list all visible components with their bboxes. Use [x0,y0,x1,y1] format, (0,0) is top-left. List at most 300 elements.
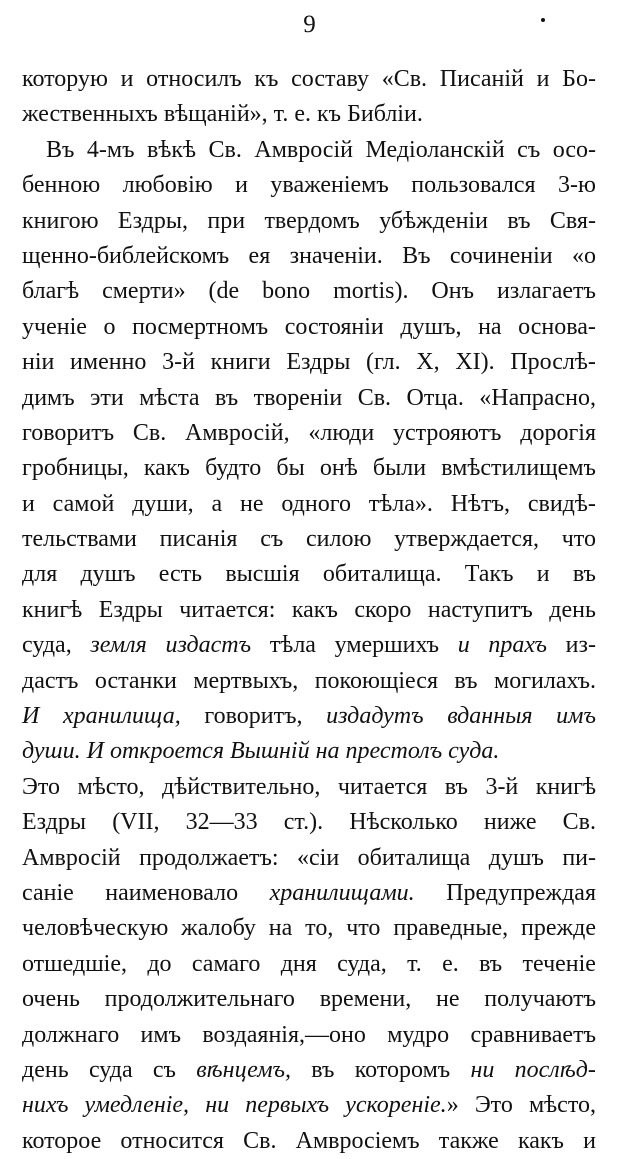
text-word [445,770,468,805]
text-line [22,168,596,203]
text-fragment: и [536,66,550,92]
text-line [22,1124,596,1159]
text-word [22,982,80,1017]
text-word [436,982,460,1017]
text-line [22,274,596,309]
text-fragment: пи- [562,844,596,871]
text-word [159,557,202,592]
text-word [317,97,341,132]
text-word [269,911,293,946]
text-word [286,345,350,380]
text-fragment: которую [22,66,108,92]
text-fragment: книгѣ [22,596,83,623]
text-fragment: дастъ [22,667,79,694]
text-word [112,805,159,840]
italic-fragment: ни [470,1056,495,1083]
text-word [281,947,317,982]
print-speck [541,18,545,22]
text-fragment: ниже [483,809,537,836]
text-word [379,204,488,239]
text-fragment: Св. [243,1127,277,1154]
text-fragment: и [536,561,550,588]
text-fragment: скоро [354,596,412,623]
text-word [479,947,502,982]
text-fragment: е. [442,950,459,977]
text-word [521,911,596,946]
text-word [562,522,596,557]
text-word [132,310,268,345]
text-word [458,628,470,663]
text-fragment: какъ [291,596,338,623]
text-fragment: читается: [179,596,276,623]
text-word [245,1088,329,1123]
text-word [146,62,242,97]
italic-fragment: ни [205,1092,230,1119]
text-fragment: и [120,66,134,92]
text-fragment: книгѣ [535,773,596,800]
text-fragment: силою [305,526,372,553]
text-fragment: вѣщаній», [163,101,268,128]
text-word [260,522,283,557]
text-fragment: состояніи [284,313,384,340]
italic-fragment: имъ [556,703,596,730]
text-word [446,876,596,911]
text-word [186,805,258,840]
text-fragment: пользовался [411,172,536,199]
text-fragment: Писаній [439,66,524,92]
text-fragment: эти [90,384,124,411]
text-word [479,381,596,416]
text-fragment: 3-ю [558,172,596,199]
text-word [411,168,535,203]
italic-fragment: престолъ [345,738,443,765]
text-word [296,1124,420,1159]
text-word [270,168,388,203]
text-word [63,699,181,734]
text-fragment: времени, [319,986,412,1013]
text-fragment: ея [248,242,271,269]
text-line [22,1053,596,1088]
text-word [366,345,401,380]
text-word [22,911,168,946]
text-word [447,699,532,734]
text-fragment: души, [132,490,194,517]
text-fragment: вмѣстилищемъ [441,455,596,482]
text-fragment: съ [152,1056,176,1083]
text-fragment: Амвросій [254,136,353,163]
text-fragment: именно [70,349,147,376]
text-fragment: не [240,490,264,517]
text-fragment: Ездры [98,596,163,623]
text-word [556,699,596,734]
text-word [105,876,238,911]
text-word [484,805,537,840]
text-word [90,628,146,663]
text-fragment: 32—33 [185,809,258,836]
italic-fragment: откроется [109,738,224,765]
text-fragment: обиталища [357,844,471,871]
text-fragment: уваженіемъ [270,172,389,199]
text-fragment: димъ [22,384,75,411]
text-line [22,805,596,840]
text-word [147,947,171,982]
text-fragment: и [583,1127,596,1154]
text-word [431,274,474,309]
text-word [209,274,240,309]
italic-fragment: хранилищами. [269,879,415,906]
text-fragment: имъ [140,1021,181,1048]
text-fragment: е. [294,101,312,128]
text-word [523,947,596,982]
text-word [22,62,108,97]
text-fragment: Ездры [286,349,351,376]
text-word [78,770,145,805]
text-word [537,62,550,97]
text-word [510,345,596,380]
text-line [22,62,596,97]
text-word [144,451,190,486]
text-word [22,876,74,911]
text-word [22,97,158,132]
text-word [22,734,81,769]
text-fragment: праведные, [393,915,509,942]
text-word [70,345,146,380]
italic-fragment: вѣнцемъ, [196,1056,292,1083]
text-fragment: твореніи [253,384,343,411]
text-fragment: какъ [517,1127,564,1154]
text-fragment: душъ, [400,313,462,340]
page-number: 9 [303,11,316,38]
text-word [105,982,295,1017]
text-line [22,1018,596,1053]
text-fragment: одного [281,490,351,517]
text-fragment: онѣ [319,455,358,482]
text-word [291,62,369,97]
text-fragment: человѣческую [22,915,169,942]
text-line [22,381,596,416]
text-fragment: основа- [518,313,596,340]
text-word [212,487,223,522]
text-word [518,1124,564,1159]
text-fragment: (VII, [112,809,160,836]
text-word [185,416,290,451]
text-word [22,664,78,699]
text-fragment: Амвросіемъ [295,1127,420,1154]
text-fragment: тельствами [22,526,137,553]
text-fragment: Такъ [464,561,514,588]
text-word [563,805,596,840]
text-word [193,664,298,699]
text-word [440,62,524,97]
text-fragment: вѣкѣ [146,136,197,163]
text-fragment: 3-й [162,349,195,376]
text-word [132,487,194,522]
text-fragment: которое [22,1127,102,1154]
text-word [358,381,391,416]
text-word [22,416,114,451]
text-word [537,557,550,592]
text-line [22,982,596,1017]
text-word [281,487,351,522]
text-word [305,911,333,946]
text-word [572,239,596,274]
italic-fragment: хранилища, [62,703,181,730]
text-fragment: книги [210,349,271,376]
text-fragment: Библіи. [347,101,423,128]
text-word [347,97,423,132]
text-word [454,664,477,699]
text-word [90,381,124,416]
text-word [450,239,553,274]
text-word [22,770,60,805]
italic-fragment: земля [90,632,147,659]
text-word [110,734,224,769]
text-word [274,97,289,132]
text-word [308,416,374,451]
text-fragment: «о [572,242,596,269]
text-fragment: любовію [122,172,213,199]
text-word [99,593,163,628]
text-word [365,133,504,168]
text-word [240,487,264,522]
text-line [22,487,596,522]
text-fragment: Въ [46,136,75,163]
text-word [22,345,54,380]
text-fragment: продолжаетъ: [139,844,279,871]
text-line [22,734,596,769]
text-word [160,522,238,557]
italic-fragment: издастъ [165,632,252,659]
text-word [22,274,79,309]
text-word [196,1053,291,1088]
text-fragment: писанія [159,526,238,553]
text-fragment: «Напрасно, [479,384,596,411]
text-fragment: говоритъ [22,419,115,446]
italic-fragment: суда. [448,738,500,765]
text-fragment: щенно-библейскомъ [22,242,230,269]
text-word [22,805,86,840]
text-word [22,593,82,628]
text-line [22,310,596,345]
text-word [562,841,596,876]
text-line [22,522,596,557]
text-word [346,734,443,769]
text-line [22,947,596,982]
text-word [550,204,596,239]
text-word [53,487,115,522]
text-fragment: суда, [337,950,387,977]
text-word [573,557,596,592]
italic-fragment: умедленіе, [84,1092,190,1119]
text-fragment: обиталища. [322,561,442,588]
text-word [349,805,458,840]
text-fragment: составу [291,66,370,92]
text-fragment: сравниваетъ [470,1021,596,1048]
text-word [335,628,439,663]
text-word [192,947,261,982]
text-fragment: Ездры, [117,207,188,234]
text-word [470,1018,596,1053]
text-word [549,593,596,628]
text-fragment: говоритъ, [204,703,303,730]
text-word [448,734,499,769]
text-fragment: въ [479,950,503,977]
italic-fragment: Вышній [229,738,310,765]
text-fragment: дѣйствительно, [162,773,321,800]
text-fragment: X, [416,349,440,376]
text-fragment: тѣла [269,632,316,659]
text-word [165,628,251,663]
text-fragment: въ [311,1056,335,1083]
text-fragment: саніе [22,879,74,906]
text-word [470,1053,494,1088]
text-fragment: XI). [455,349,495,376]
text-fragment: Медіоланскій [365,136,505,163]
text-fragment: что [346,915,381,942]
text-word [235,168,248,203]
text-word [494,664,596,699]
text-word [393,416,502,451]
text-word [558,168,596,203]
text-fragment: смерти» [102,278,186,305]
text-fragment: «люди [308,419,375,446]
text-word [181,911,256,946]
text-fragment: т. [273,101,289,128]
text-fragment: гробницы, [22,455,129,482]
text-word [254,133,353,168]
text-word [87,734,104,769]
text-word [202,1018,366,1053]
text-line [22,664,596,699]
text-fragment: въ [214,384,239,411]
text-word [536,770,596,805]
text-word [355,1053,450,1088]
text-fragment: какъ [143,455,190,482]
text-line [22,593,596,628]
text-word [387,1018,449,1053]
text-word [373,451,426,486]
text-fragment: (de [208,278,240,305]
text-word [290,239,383,274]
text-word [22,168,100,203]
text-fragment: Ездры [22,809,87,836]
text-line [22,239,596,274]
text-fragment: Это [22,773,61,800]
text-fragment: ст.). [283,809,324,836]
text-fragment: читается [337,773,428,800]
text-word [262,274,310,309]
text-fragment: которомъ [354,1056,451,1083]
text-word [484,982,596,1017]
text-word [562,62,596,97]
text-word [354,593,411,628]
italic-fragment: послѣд- [514,1056,596,1083]
text-line [22,133,596,168]
text-line [22,416,596,451]
text-word [22,841,121,876]
text-fragment: что [561,526,596,553]
text-word [215,381,238,416]
text-fragment: Св. [357,384,392,411]
text-word [439,1124,499,1159]
text-fragment: утверждается, [394,526,539,553]
italic-fragment: вданныя [447,703,533,730]
text-word [394,522,539,557]
italic-fragment: прахъ [488,632,547,659]
text-fragment: получаютъ [484,986,596,1013]
text-word [243,1124,276,1159]
text-word [284,805,323,840]
text-fragment: свидѣ- [527,490,596,517]
text-word [230,734,310,769]
text-word [320,982,412,1017]
text-fragment: из- [565,632,596,659]
text-fragment: съ [517,136,541,163]
text-fragment: не [435,986,460,1013]
text-word [153,1053,176,1088]
text-fragment: благѣ [22,278,80,305]
text-fragment: «сіи [297,844,340,871]
text-fragment: къ [254,66,279,92]
text-line [22,911,596,946]
text-fragment: наступитъ [427,596,533,623]
text-word [320,451,358,486]
text-word [507,204,530,239]
text-word [553,133,596,168]
text-word [407,381,464,416]
text-fragment: » [446,1092,459,1119]
text-line [22,876,596,911]
text-word [407,947,422,982]
text-word [270,628,316,663]
text-fragment: осо- [552,136,596,163]
text-fragment: Бо- [562,66,596,92]
text-fragment: о [103,313,116,340]
text-fragment: день [549,596,596,623]
text-word [22,381,75,416]
text-word [451,487,510,522]
text-word [441,451,596,486]
text-fragment: должнаго [22,1021,120,1048]
text-fragment: продолжительнаго [104,986,295,1013]
text-word [326,699,423,734]
text-word [264,204,359,239]
text-fragment: тѣла». [368,490,433,517]
text-word [311,1053,334,1088]
text-word [416,345,439,380]
text-fragment: въ [454,667,478,694]
text-fragment: могилахъ. [494,667,596,694]
text-fragment: воздаянія,—оно [202,1021,366,1048]
text-line [22,345,596,380]
text-word [254,381,343,416]
text-fragment: излагаетъ [496,278,596,305]
text-fragment: Свя- [549,207,596,234]
text-word [102,274,186,309]
text-fragment: Прослѣ- [510,349,596,376]
text-word [141,1018,181,1053]
text-word [22,310,87,345]
text-fragment: Нѣсколько [349,809,458,836]
text-fragment: ученіе [22,313,87,340]
text-word [478,310,502,345]
text-word [488,628,547,663]
text-word [485,770,518,805]
text-word [520,416,596,451]
text-word [276,451,304,486]
text-word [515,1053,596,1088]
text-word [22,522,137,557]
